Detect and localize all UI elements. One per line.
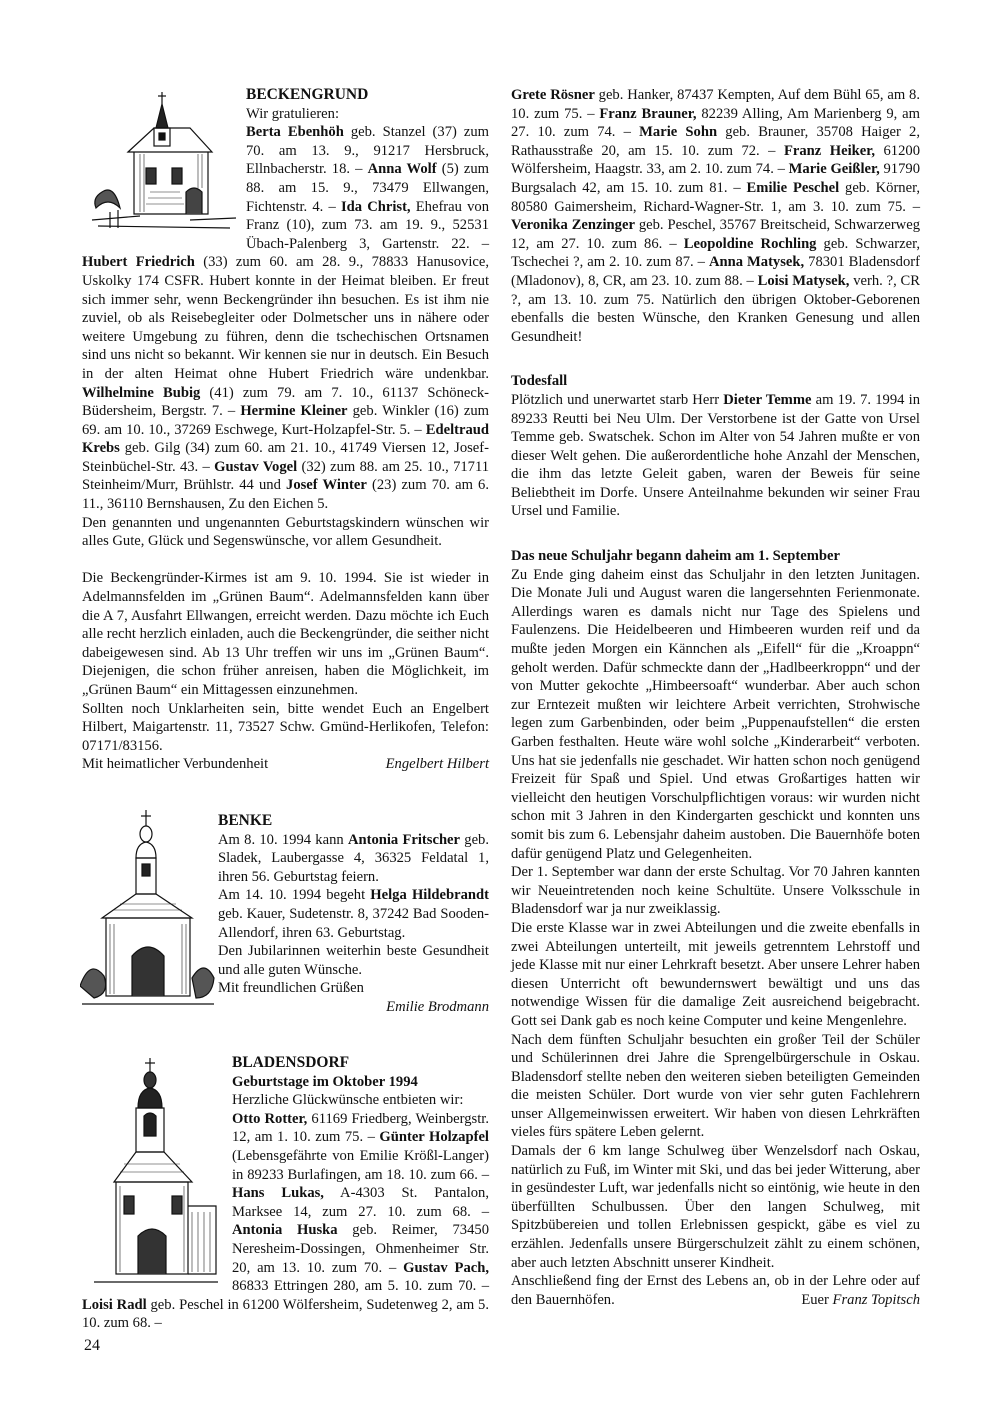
bladensdorf-church-illustration	[94, 1056, 228, 1292]
bold-name: Veronika Zenzinger	[511, 217, 635, 234]
beckengrund-chapel-illustration	[90, 88, 240, 238]
benke-birthday-1: Am 8. 10. 1994 kann Antonia Fritscher geb. Sladek, Laubergasse 4, 36325 Feldatal 1, ihren 56. Geburtstag feiern.	[218, 831, 489, 885]
bold-name: Anna Wolf	[367, 161, 437, 178]
bold-name: Leopoldine Rochling	[683, 235, 817, 252]
bold-name: Anna Matysek,	[708, 254, 805, 271]
beckengrund-signature: Engelbert Hilbert	[385, 756, 489, 773]
bold-name: Emilie Peschel	[746, 179, 840, 196]
bladensdorf-section	[82, 1054, 489, 1333]
bold-name: Günter Holzapfel	[379, 1129, 489, 1146]
benke-title: BENKE	[218, 811, 273, 829]
schuljahr-title: Das neue Schuljahr begann daheim am 1. September	[511, 548, 840, 565]
bold-name: Hans Lukas,	[232, 1185, 324, 1202]
benke-birthday-2: Am 14. 10. 1994 begeht Helga Hildebrandt geb. Kauer, Sudetenstr. 8, 37242 Bad Sooden-Allendorf, ihren 63. Geburtstag.	[218, 887, 489, 941]
schuljahr-closing: Euer	[801, 1291, 829, 1308]
schuljahr-signature-block	[801, 1291, 920, 1310]
bold-name: Franz Heiker,	[783, 142, 876, 159]
beckengrund-title: BECKENGRUND	[246, 86, 369, 103]
bladensdorf-birthdays-start: Otto Rotter, 61169 Friedberg, Weinbergstr. 12, am 1. 10. zum 75. – Günter Holzapfel (Lebensgefährte von Emilie Krößl-Langer) in 89233 Burlafingen, am 18. 10. zum 66. – Hans Lukas, A-4303 St. Pantalon, Marksee 14, zum 27. 10. zum 68. – Antonia Huska geb. Reimer, 73450 Neresheim-Dossingen, Ohmenheimer Str. 20, am 13. 10. zum 70. – Gustav Pach, 86833 Ettringen 280, am 5. 10. zum 70. – Loisi Radl geb. Peschel in 61200 Wölfersheim, Sudetenweg 2, am 5. 10. zum 68. –	[82, 1110, 490, 1332]
bold-name: Hubert Friedrich	[82, 254, 195, 271]
beckengrund-closing: Mit heimatlicher Verbundenheit	[82, 756, 269, 773]
schuljahr-last-line: Anschließend fing der Ernst des Lebens an, ob in der Lehre oder auf den Bauernhöfen.	[511, 1273, 920, 1308]
benke-chapel-illustration	[80, 808, 218, 1018]
bold-name: Berta Ebenhöh	[246, 124, 344, 141]
bold-name: Marie Sohn	[639, 124, 718, 141]
bold-name: Antonia Huska	[232, 1222, 338, 1239]
beckengrund-birthdays: Berta Ebenhöh geb. Stanzel (37) zum 70. am 13. 9., 91217 Hersbruck, Ellnbacherstr. 18. – Anna Wolf (5) zum 88. am 15. 9., 73479 Ellwangen, Fichtenstr. 4. – Ida Christ, Ehefrau von Franz (10), zum 73. am 19. 9., 52531 Übach-Palenberg 3, Gartenstr. 22. – Hubert Friedrich (33) zum 60. am 28. 9., 78833 Hanusovice, Uskolky 174 CSFR. Hubert konnte in der Heimat bleiben. Er freut sich immer sehr, wenn Beckengründer ihn besuchen. Es ist ihm nie zuviel, ob als Reisebegleiter oder Dolmetscher uns in nähere oder weitere Umgebung zu führen, denn die tschechischen Ortsnamen sind uns nicht so bekannt. Wir kennen sie nur in deutsch. Ein Besuch in der alten Heimat ohne Hubert Friedrich wäre undenkbar. Wilhelmine Bubig (41) zum 79. am 7. 10., 61137 Schöneck-Büdersheim, Bergstr. 7. – Hermine Kleiner geb. Winkler (16) zum 69. am 10. 10., 37269 Eschwege, Kurt-Holzapfel-Str. 5. – Edeltraud Krebs geb. Gilg (34) zum 60. am 21. 10., 41749 Viersen 12, Josef-Steinbüchel-Str. 43. – Gustav Vogel (32) zum 88. am 25. 10., 71711 Steinheim/Murr, Brühlstr. 44 und Josef Winter (23) zum 70. am 6. 11., 36110 Bernshausen, Zu den Eichen 5.	[82, 124, 490, 513]
bold-name: Wilhelmine Bubig	[82, 384, 201, 401]
beckengrund-kirmes: Die Beckengründer-Kirmes ist am 9. 10. 1994. Sie ist wieder in Adelmannsfelden im „Grünen Baum“. Adelmannsfelden kann über die A 7, Ausfahrt Ellwangen, erreicht werden. Dazu möchte ich Euch alle recht herzlich einladen, auch die Beckengründer, die seither nicht dabeigewesen sind. Ab 13 Uhr treffen wir uns im „Grünen Baum“. Diejenigen, die schon früher anreisen, haben die Möglichkeit, im „Grünen Baum“ ein Mittagessen einzunehmen.	[82, 570, 489, 698]
bladensdorf-intro: Herzliche Glückwünsche entbieten wir:	[232, 1092, 464, 1109]
schuljahr-paragraph-2: Der 1. September war dann der erste Schultag. Vor 70 Jahren kannten wir Neueintretenden noch keine Schultüte. Unsere Volksschule in Bladensdorf war ja nur zweiklassig.	[511, 864, 920, 918]
bladensdorf-subtitle: Geburtstage im Oktober 1994	[232, 1073, 418, 1090]
schuljahr-paragraph-1: Zu Ende ging daheim einst das Schuljahr in den letzten Junitagen. Die Monate Juli und August waren die langersehnten Ferienmonate. Allerdings waren es damals nicht nur Tage des Spielens und Faulenzens. Die Heidelbeeren und Himbeeren wurden reif und da mußte jeden Morgen ein Kännchen als „Eifell“ für die „Kroappn“ geholt werden. Dafür schmeckte dann der „Hadlbeerkroppn“ und der von Mutter gekochte „Himbeersoaft“ wunderbar. Aber auch schon zur Erntezeit mußten wir leichtere Arbeit verrichten, Strohwische legen zum Garbenbinden, oder beim „Puppenaufstellen“ die ersten Garben festhalten. Heute wäre wohl solche „Kinderarbeit“ verboten. Uns hat sie jedenfalls nie geschadet. Wir hatten schon noch genügend Freizeit für Spaß und Spiel. Und etwas Großartiges hatten wir vielleicht den heutigen Vorschulpflichtigen voraus: wir wurden nicht schon mit 3 Jahren in den Kindergarten geschickt und konnten uns somit bis zum 6. Lebensjahr daheim austoben. Die Bauernhöfe boten dafür genügend Platz und Gelegenheiten.	[511, 566, 920, 862]
bold-name: Franz Brauner,	[599, 105, 697, 122]
bold-name: Gustav Pach,	[403, 1259, 490, 1276]
bold-name: Dieter Temme	[723, 391, 812, 408]
bold-name: Loisi Radl	[82, 1296, 147, 1313]
benke-section	[82, 812, 489, 1017]
schuljahr-paragraph-3: Die erste Klasse war in zwei Abteilungen und die zweite ebenfalls in zwei Abteilungen unterteilt, mit jeweils getrenntem Lehrstoff und jede Klasse mit nur einer Lehrkraft besetzt. Aber unsere Lehrer haben diesen Unterricht oft bewundernswert bewältigt und uns das notwendige Wissen für die damalige Zeit ausreichend beigebracht. Gott sei Dank gab es noch keine Computer und keine Mengenlehre.	[511, 919, 920, 1029]
beckengrund-intro: Wir gratulieren:	[246, 105, 340, 122]
todesfall-title: Todesfall	[511, 373, 568, 390]
schuljahr-paragraph-4: Nach dem fünften Schuljahr besuchten ein großer Teil der Schüler und Schülerinnen drei Jahre die Sprengelbürgerschule in Oskau. Bladensdorf stellte neben den weiteren sieben beteiligten Gemeinden die meisten Schüler. Dort wurde von vier sehr guten Fachlehrern unser Allgemeinwissen erweitert. Wir haben von diesen Lehrkräften vieles fürs spätere Leben gelernt.	[511, 1031, 920, 1141]
bold-name: Ida Christ,	[340, 198, 411, 215]
bold-name: Otto Rotter,	[232, 1110, 308, 1127]
beckengrund-contact: Sollten noch Unklarheiten sein, bitte wendet Euch an Engelbert Hilbert, Maigartenstr. 11, 73527 Schw. Gmünd-Herlikofen, Telefon: 07171/83156.	[82, 700, 489, 754]
beckengrund-wishes: Den genannten und ungenannten Geburtstagskindern wünschen wir alles Gute, Glück und Segenswünsche, vor allem Gesundheit.	[82, 514, 489, 550]
bold-name: Marie Geißler,	[788, 161, 880, 178]
schuljahr-paragraph-6	[511, 1272, 920, 1309]
bold-name: Hermine Kleiner	[240, 403, 348, 420]
bladensdorf-birthdays-continued: Grete Rösner geb. Hanker, 87437 Kempten, Auf dem Bühl 65, am 8. 10. zum 75. – Franz Brauner, 82239 Alling, Am Marienberg 9, am 27. 10. zum 74. – Marie Sohn geb. Brauner, 35708 Haiger 2, Rathausstraße 20, am 15. 10. zum 72. – Franz Heiker, 61200 Wölfersheim, Haagstr. 33, am 2. 10. zum 74. – Marie Geißler, 91790 Burgsalach 42, am 15. 10. zum 81. – Emilie Peschel geb. Körner, 80580 Gaimersheim, Richard-Wagner-Str. 1, am 3. 10. zum 75. – Veronika Zenzinger geb. Peschel, 35767 Breitscheid, Schwarzerweg 12, am 27. 10. zum 86. – Leopoldine Rochling geb. Schwarzer, Tschechei ?, am 2. 10. zum 87. – Anna Matysek, 78301 Bladensdorf (Mladonov), 8, CR, am 23. 10. zum 88. – Loisi Matysek, verh. ?, CR ?, am 13. 10. zum 75. Natürlich den übrigen Oktober-Geborenen ebenfalls die besten Wünsche, den Kranken Genesung und allen Gesundheit!	[511, 87, 921, 345]
bold-name: Antonia Fritscher	[347, 831, 461, 848]
todesfall-text: Plötzlich und unerwartet starb Herr Dieter Temme am 19. 7. 1994 in 89233 Reutti bei Neu Ulm. Der Verstorbene ist der Gatte von Ursel Temme geb. Swatschek. Schon im Alter von 54 Jahren mußte er von dieser Welt gehen. Die außerordentliche hohe Anzahl der Menschen, die ihm das letzte Geleit gaben, waren der Beweis für seine Beliebtheit im Dorfe. Unsere Anteilnahme bekunden wir seiner Frau Ursel und Familie.	[511, 391, 920, 520]
left-column	[82, 86, 489, 1333]
bold-name: Gustav Vogel	[214, 458, 298, 475]
benke-closing: Mit freundlichen Grüßen	[218, 980, 364, 997]
right-column	[511, 86, 920, 1309]
benke-signature: Emilie Brodmann	[386, 998, 489, 1015]
bold-name: Edeltraud Krebs	[82, 421, 489, 457]
bold-name: Helga Hildebrandt	[370, 887, 489, 904]
bold-name: Josef Winter	[286, 477, 367, 494]
bold-name: Loisi Matysek,	[757, 272, 850, 289]
page-number: 24	[84, 1337, 100, 1354]
schuljahr-paragraph-5: Damals der 6 km lange Schulweg über Wenzelsdorf nach Oskau, natürlich zu Fuß, im Winter mit Ski, und das bei jeder Witterung, aber in gesündester Luft, war jedenfalls nicht so eintönig, wie heute in den überfüllten Schulbussen. Über den langen Schulweg, mit Spitzbübereien und tollen Erlebnissen gespickt, gäbe es viel zu erzählen. Jedenfalls unsere Bürgerschulzeit zählt zu einem schönen, aber auch letzten Abschnitt unserer Kindheit.	[511, 1143, 920, 1271]
bladensdorf-title: BLADENSDORF	[232, 1053, 350, 1071]
benke-wishes: Den Jubilarinnen weiterhin beste Gesundheit und alle guten Wünsche.	[218, 943, 489, 978]
schuljahr-signature: Franz Topitsch	[832, 1291, 920, 1308]
bold-name: Grete Rösner	[511, 87, 595, 103]
